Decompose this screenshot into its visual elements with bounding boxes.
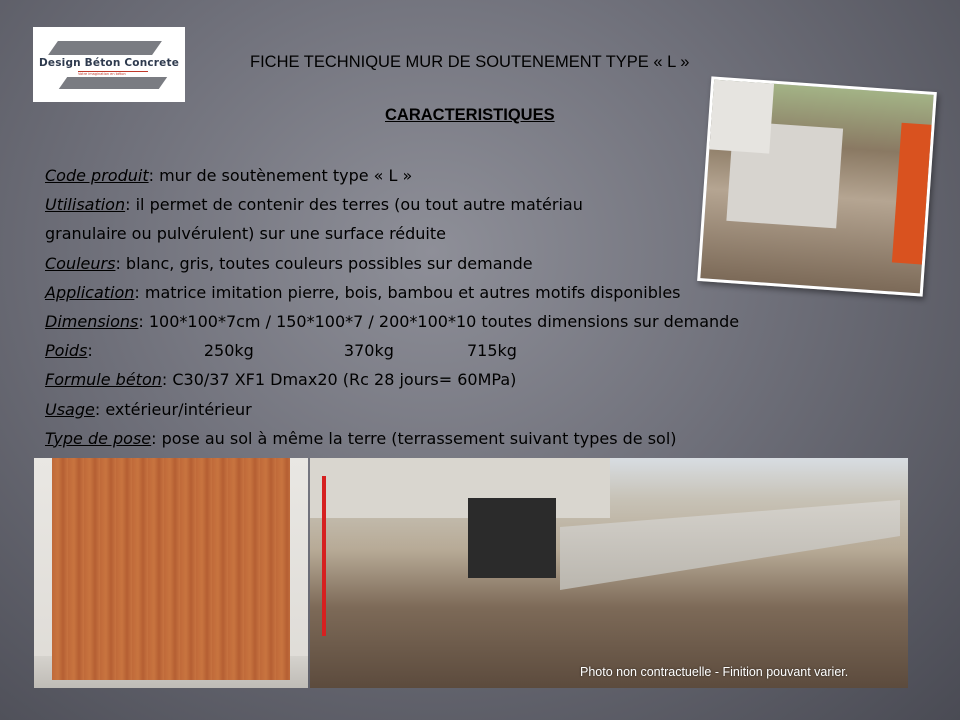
spec-label: Application — [45, 282, 135, 302]
weight-200: 715kg — [466, 341, 517, 361]
red-pole — [322, 476, 326, 636]
spec-value: : extérieur/intérieur — [94, 399, 252, 419]
logo-tagline: Votre imagination en béton — [78, 71, 148, 77]
spec-separator: : — [87, 341, 93, 361]
spec-label: Dimensions — [45, 311, 139, 331]
spec-label: Code produit — [45, 166, 149, 185]
spec-label: Formule béton — [45, 370, 162, 390]
weight-100: 250kg — [203, 341, 254, 361]
spec-dimensions — [45, 307, 925, 336]
spec-value: : 100*100*7cm / 150*100*7 / 200*100*10 toutes dimensions sur demande — [138, 311, 740, 331]
photo-disclaimer: Photo non contractuelle - Finition pouvant varier. — [580, 665, 849, 679]
spec-formule — [45, 365, 925, 394]
company-logo — [33, 27, 185, 102]
spec-list — [45, 161, 925, 453]
spec-utilisation — [45, 190, 925, 219]
spec-label: Type de pose — [45, 428, 152, 448]
spec-pose — [45, 424, 925, 453]
spec-usage — [45, 395, 925, 424]
spec-value: : blanc, gris, toutes couleurs possibles sur demande — [115, 253, 533, 273]
spec-poids — [45, 336, 925, 365]
spec-label: Utilisation — [45, 195, 126, 215]
weight-150: 370kg — [343, 341, 394, 361]
spec-value: : mur de soutènement type « L » — [148, 166, 413, 185]
wood-texture-photo — [34, 458, 308, 688]
spec-label: Usage — [45, 399, 95, 419]
driveway-wall-photo — [310, 458, 908, 688]
spec-utilisation-continued — [45, 219, 925, 248]
section-heading: CARACTERISTIQUES — [385, 106, 555, 124]
wood-imitation-panel — [52, 458, 290, 680]
spec-code — [45, 161, 925, 190]
logo-brand: Design Béton Concrete — [38, 57, 180, 69]
spec-value: granulaire ou pulvérulent) sur une surface réduite — [45, 224, 446, 244]
page-title: FICHE TECHNIQUE MUR DE SOUTENEMENT TYPE « L » — [250, 53, 690, 71]
spec-value: : C30/37 XF1 Dmax20 (Rc 28 jours= 60MPa) — [161, 370, 517, 390]
spec-value: : pose au sol à même la terre (terrassement suivant types de sol) — [151, 428, 677, 448]
spec-value: : matrice imitation pierre, bois, bambou et autres motifs disponibles — [134, 282, 681, 302]
house-facade — [310, 458, 610, 518]
spec-application — [45, 278, 925, 307]
spec-couleurs — [45, 249, 925, 278]
spec-value: : il permet de contenir des terres (ou tout autre matériau — [125, 195, 583, 215]
spec-label: Couleurs — [45, 253, 116, 273]
logo-bar-top — [48, 41, 162, 55]
garage-opening — [468, 498, 556, 578]
logo-bar-bottom — [59, 77, 167, 89]
house-wall — [709, 80, 774, 154]
retaining-wall — [560, 500, 900, 590]
spec-label: Poids — [45, 341, 88, 361]
